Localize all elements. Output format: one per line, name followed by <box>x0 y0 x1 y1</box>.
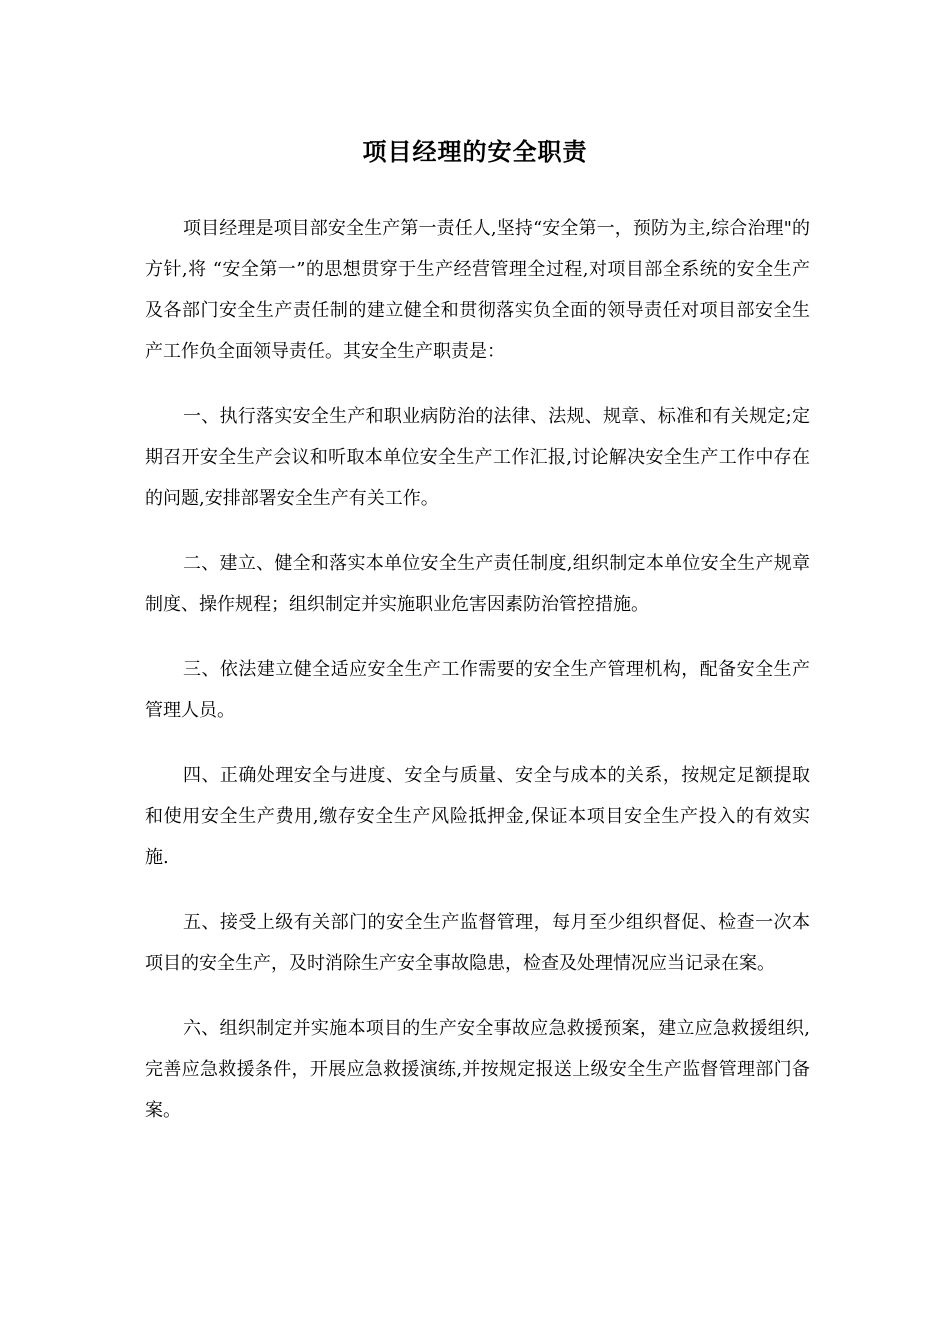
duty-item-6: 六、组织制定并实施本项目的生产安全事故应急救援预案，建立应急救援组织,完善应急救援条件，开展应急救援演练,并按规定报送上级安全生产监督管理部门备案。 <box>145 1018 810 1121</box>
intro-paragraph: 项目经理是项目部安全生产第一责任人,坚持“安全第一，预防为主,综合治理"的方针,将 “安全第一”的思想贯穿于生产经营管理全过程,对项目部全系统的安全生产及各部门安全生产责任制的建立健全和贯彻落实负全面的领导责任对项目部安全生产工作负全面领导责任。其安全生产职责是： <box>145 218 810 362</box>
duty-item-3: 三、依法建立健全适应安全生产工作需要的安全生产管理机构，配备安全生产管理人员。 <box>145 659 810 721</box>
duty-item-5: 五、接受上级有关部门的安全生产监督管理，每月至少组织督促、检查一次本项目的安全生产，及时消除生产安全事故隐患，检查及处理情况应当记录在案。 <box>145 912 810 974</box>
duty-item-2: 二、建立、健全和落实本单位安全生产责任制度,组织制定本单位安全生产规章制度、操作规程；组织制定并实施职业危害因素防治管控措施。 <box>145 553 810 615</box>
document-body <box>145 208 810 1155</box>
duty-item-1: 一、执行落实安全生产和职业病防治的法律、法规、规章、标准和有关规定;定期召开安全生产会议和听取本单位安全生产工作汇报,讨论解决安全生产工作中存在的问题,安排部署安全生产有关工作。 <box>145 406 810 509</box>
duty-item-4: 四、正确处理安全与进度、安全与质量、安全与成本的关系，按规定足额提取和使用安全生产费用,缴存安全生产风险抵押金,保证本项目安全生产投入的有效实施. <box>145 765 810 868</box>
document-title: 项目经理的安全职责 <box>362 137 588 166</box>
